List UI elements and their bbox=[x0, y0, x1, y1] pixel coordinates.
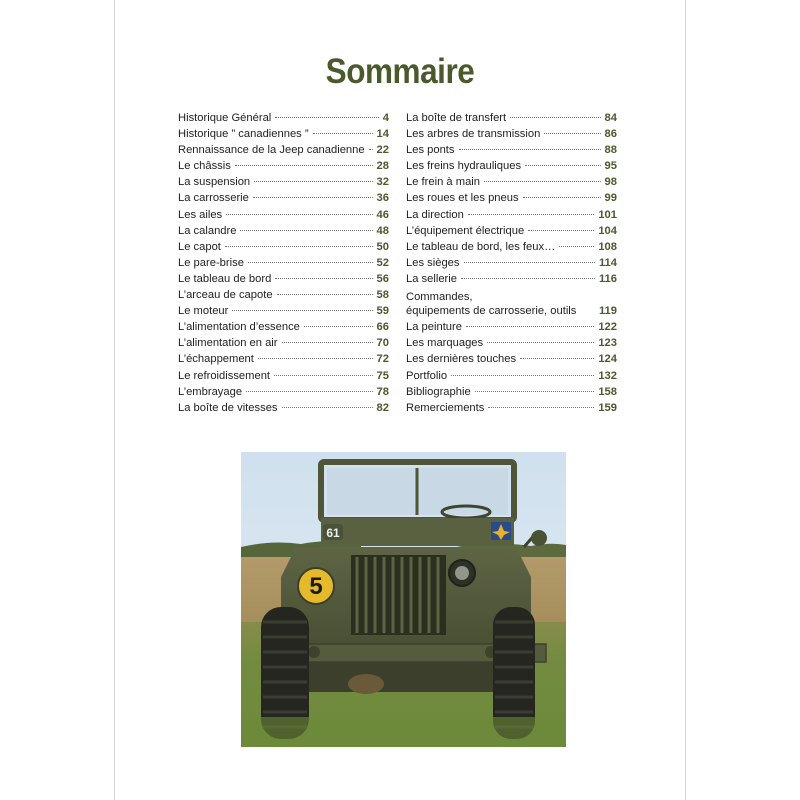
toc-entry-label: La suspension bbox=[178, 176, 251, 189]
toc-entry bbox=[406, 144, 617, 160]
toc-leader-dots bbox=[232, 310, 372, 311]
toc-entry bbox=[178, 370, 389, 386]
toc-entry-label: La carrosserie bbox=[178, 192, 249, 205]
toc-leader-dots bbox=[466, 326, 594, 327]
toc-entry-label: L’alimentation d’essence bbox=[178, 321, 300, 334]
toc-entry-multiline bbox=[406, 289, 617, 321]
toc-entry-label: Les freins hydrauliques bbox=[406, 160, 522, 173]
toc-entry-page: 4 bbox=[382, 112, 389, 124]
toc-entry-page: 86 bbox=[604, 128, 617, 141]
toc-entry-page: 14 bbox=[376, 128, 389, 141]
toc-entry-page: 108 bbox=[598, 240, 617, 253]
toc-leader-dots bbox=[544, 133, 600, 134]
toc-entry-page: 98 bbox=[604, 176, 617, 189]
toc-entry bbox=[406, 257, 617, 273]
toc-entry-label: Les sièges bbox=[406, 256, 460, 269]
toc-entry-label: Les dernières touches bbox=[406, 353, 517, 366]
toc-entry-page: 59 bbox=[376, 305, 389, 318]
toc-leader-dots bbox=[235, 165, 373, 166]
toc-entry-label: Les ponts bbox=[406, 144, 455, 157]
toc-entry bbox=[178, 241, 389, 257]
toc-entry bbox=[406, 402, 617, 418]
toc-entry bbox=[178, 176, 389, 192]
toc-entry-label: Le tableau de bord bbox=[178, 272, 272, 285]
toc-entry-label: La peinture bbox=[406, 321, 462, 334]
toc-entry-page: 88 bbox=[604, 144, 617, 157]
toc-leader-dots bbox=[468, 214, 594, 215]
toc-leader-dots bbox=[510, 117, 600, 118]
toc-entry-page: 75 bbox=[376, 369, 389, 382]
toc-entry bbox=[178, 257, 389, 273]
toc-leader-dots bbox=[461, 278, 595, 279]
toc-leader-dots bbox=[475, 391, 595, 392]
toc-entry bbox=[406, 241, 617, 257]
toc-entry-line2 bbox=[406, 305, 617, 321]
toc-entry-label: L’embrayage bbox=[178, 385, 243, 398]
toc-entry-label-line2: équipements de carrosserie, outils bbox=[406, 305, 577, 318]
toc-entry bbox=[178, 402, 389, 418]
book-page bbox=[114, 0, 686, 800]
toc-entry-page: 123 bbox=[598, 337, 617, 350]
toc-entry bbox=[406, 321, 617, 337]
toc-entry bbox=[406, 176, 617, 192]
toc-entry-page: 158 bbox=[598, 385, 617, 398]
toc-entry bbox=[406, 353, 617, 369]
toc-entry-page: 66 bbox=[376, 321, 389, 334]
toc-entry bbox=[178, 225, 389, 241]
toc-entry-label: Les roues et les pneus bbox=[406, 192, 519, 205]
toc-entry bbox=[178, 128, 389, 144]
toc-entry-page: 116 bbox=[598, 272, 617, 285]
windshield-number: 61 bbox=[326, 526, 340, 540]
toc-entry bbox=[178, 386, 389, 402]
toc-leader-dots bbox=[282, 342, 373, 343]
toc-leader-dots bbox=[277, 294, 373, 295]
toc-entry bbox=[406, 112, 617, 128]
toc-leader-dots bbox=[275, 278, 372, 279]
toc-leader-dots bbox=[528, 230, 594, 231]
toc-entry bbox=[178, 144, 389, 160]
toc-entry-label: Bibliographie bbox=[406, 385, 471, 398]
toc-entry-page: 114 bbox=[598, 256, 617, 269]
toc-entry-page: 104 bbox=[598, 224, 617, 237]
toc-entry bbox=[406, 370, 617, 386]
toc-leader-dots bbox=[253, 197, 373, 198]
toc-entry-page: 22 bbox=[376, 144, 389, 157]
toc-entry-page: 46 bbox=[376, 208, 389, 221]
toc-entry-label: L’échappement bbox=[178, 353, 254, 366]
toc-entry-page: 50 bbox=[376, 240, 389, 253]
toc-leader-dots bbox=[369, 149, 373, 150]
toc-leader-dots bbox=[487, 342, 594, 343]
toc-leader-dots bbox=[275, 117, 378, 118]
toc-entry-page: 56 bbox=[376, 272, 389, 285]
toc-leader-dots bbox=[520, 358, 594, 359]
toc-entry-page: 82 bbox=[376, 401, 389, 414]
toc-entry bbox=[178, 273, 389, 289]
toc-leader-dots bbox=[240, 230, 372, 231]
toc-entry-label: Remerciements bbox=[406, 401, 485, 414]
toc-entry-label: Le moteur bbox=[178, 305, 229, 318]
toc-entry-page: 95 bbox=[604, 160, 617, 173]
toc-left-column bbox=[178, 112, 389, 418]
toc-entry-label: Le tableau de bord, les feux… bbox=[406, 240, 556, 253]
toc-leader-dots bbox=[225, 246, 373, 247]
toc-entry-page: 28 bbox=[376, 160, 389, 173]
toc-entry-page: 122 bbox=[598, 321, 617, 334]
toc-entry bbox=[178, 337, 389, 353]
page-title: Sommaire bbox=[325, 52, 475, 91]
toc-entry-page: 36 bbox=[376, 192, 389, 205]
toc-entry-page: 99 bbox=[604, 192, 617, 205]
toc-entry bbox=[178, 353, 389, 369]
toc-leader-dots bbox=[484, 181, 601, 182]
toc-entry-page: 132 bbox=[598, 369, 617, 382]
toc-entry-label: L’alimentation en air bbox=[178, 337, 278, 350]
jeep-photo bbox=[241, 452, 566, 747]
toc-entry-page: 52 bbox=[376, 256, 389, 269]
toc-entry bbox=[178, 192, 389, 208]
toc-leader-dots bbox=[523, 197, 601, 198]
toc-leader-dots bbox=[282, 407, 373, 408]
toc-entry bbox=[178, 305, 389, 321]
toc-leader-dots bbox=[254, 181, 372, 182]
toc-entry-label: La sellerie bbox=[406, 272, 457, 285]
toc-entry-label: Portfolio bbox=[406, 369, 448, 382]
toc-leader-dots bbox=[274, 375, 373, 376]
toc-leader-dots bbox=[459, 149, 601, 150]
toc-entry bbox=[406, 128, 617, 144]
toc-entry-page: 159 bbox=[598, 401, 617, 414]
toc-entry-label: Rennaissance de la Jeep canadienne bbox=[178, 144, 365, 157]
toc-entry-label: Les arbres de transmission bbox=[406, 128, 541, 141]
toc-leader-dots bbox=[226, 214, 372, 215]
toc-entry bbox=[406, 160, 617, 176]
toc-entry-label: La calandre bbox=[178, 224, 237, 237]
toc-entry-page: 84 bbox=[604, 112, 617, 124]
toc-entry bbox=[178, 209, 389, 225]
toc-entry-label: Le refroidissement bbox=[178, 369, 271, 382]
toc-entry-label: Le châssis bbox=[178, 160, 231, 173]
toc-entry-label: Le pare-brise bbox=[178, 256, 244, 269]
toc-entry-page: 48 bbox=[376, 224, 389, 237]
toc-leader-dots bbox=[525, 165, 600, 166]
toc-entry bbox=[406, 192, 617, 208]
toc-entry-label: La direction bbox=[406, 208, 464, 221]
toc-leader-dots bbox=[248, 262, 373, 263]
toc-entry-label: Le capot bbox=[178, 240, 221, 253]
toc-leader-dots bbox=[258, 358, 373, 359]
toc-leader-dots bbox=[304, 326, 373, 327]
toc-entry-page: 124 bbox=[598, 353, 617, 366]
toc-leader-dots bbox=[464, 262, 595, 263]
toc-entry-label-line1: Commandes, bbox=[406, 291, 473, 304]
toc-entry bbox=[178, 112, 389, 128]
toc-entry-page: 32 bbox=[376, 176, 389, 189]
toc-leader-dots bbox=[559, 246, 594, 247]
toc-entry bbox=[406, 386, 617, 402]
toc-entry bbox=[406, 273, 617, 289]
toc-entry-label: Historique Général bbox=[178, 112, 272, 124]
toc-entry-label: Les ailes bbox=[178, 208, 223, 221]
toc-entry-label: La boîte de transfert bbox=[406, 112, 507, 124]
toc-entry-label: Le frein à main bbox=[406, 176, 481, 189]
toc-entry-page: 72 bbox=[376, 353, 389, 366]
toc-entry-label: Historique ” canadiennes ” bbox=[178, 128, 309, 141]
toc-right-column bbox=[406, 112, 617, 418]
toc-entry-label: La boîte de vitesses bbox=[178, 401, 278, 414]
toc-entry bbox=[178, 321, 389, 337]
toc-entry-page: 101 bbox=[598, 208, 617, 221]
toc-entry-page: 119 bbox=[598, 305, 617, 318]
toc-entry-page: 58 bbox=[376, 289, 389, 302]
toc-entry-label: L’arceau de capote bbox=[178, 289, 273, 302]
toc-entry-page: 70 bbox=[376, 337, 389, 350]
toc-leader-dots bbox=[313, 133, 373, 134]
toc-leader-dots bbox=[488, 407, 594, 408]
toc-leader-dots bbox=[246, 391, 372, 392]
toc-entry bbox=[406, 337, 617, 353]
toc-entry bbox=[406, 225, 617, 241]
toc-entry-label: L’équipement électrique bbox=[406, 224, 525, 237]
toc-leader-dots bbox=[451, 375, 594, 376]
toc-entry bbox=[406, 209, 617, 225]
toc-entry bbox=[178, 289, 389, 305]
toc-entry bbox=[178, 160, 389, 176]
toc-entry-label: Les marquages bbox=[406, 337, 484, 350]
front-disc-number: 5 bbox=[309, 573, 323, 600]
toc-entry-page: 78 bbox=[376, 385, 389, 398]
